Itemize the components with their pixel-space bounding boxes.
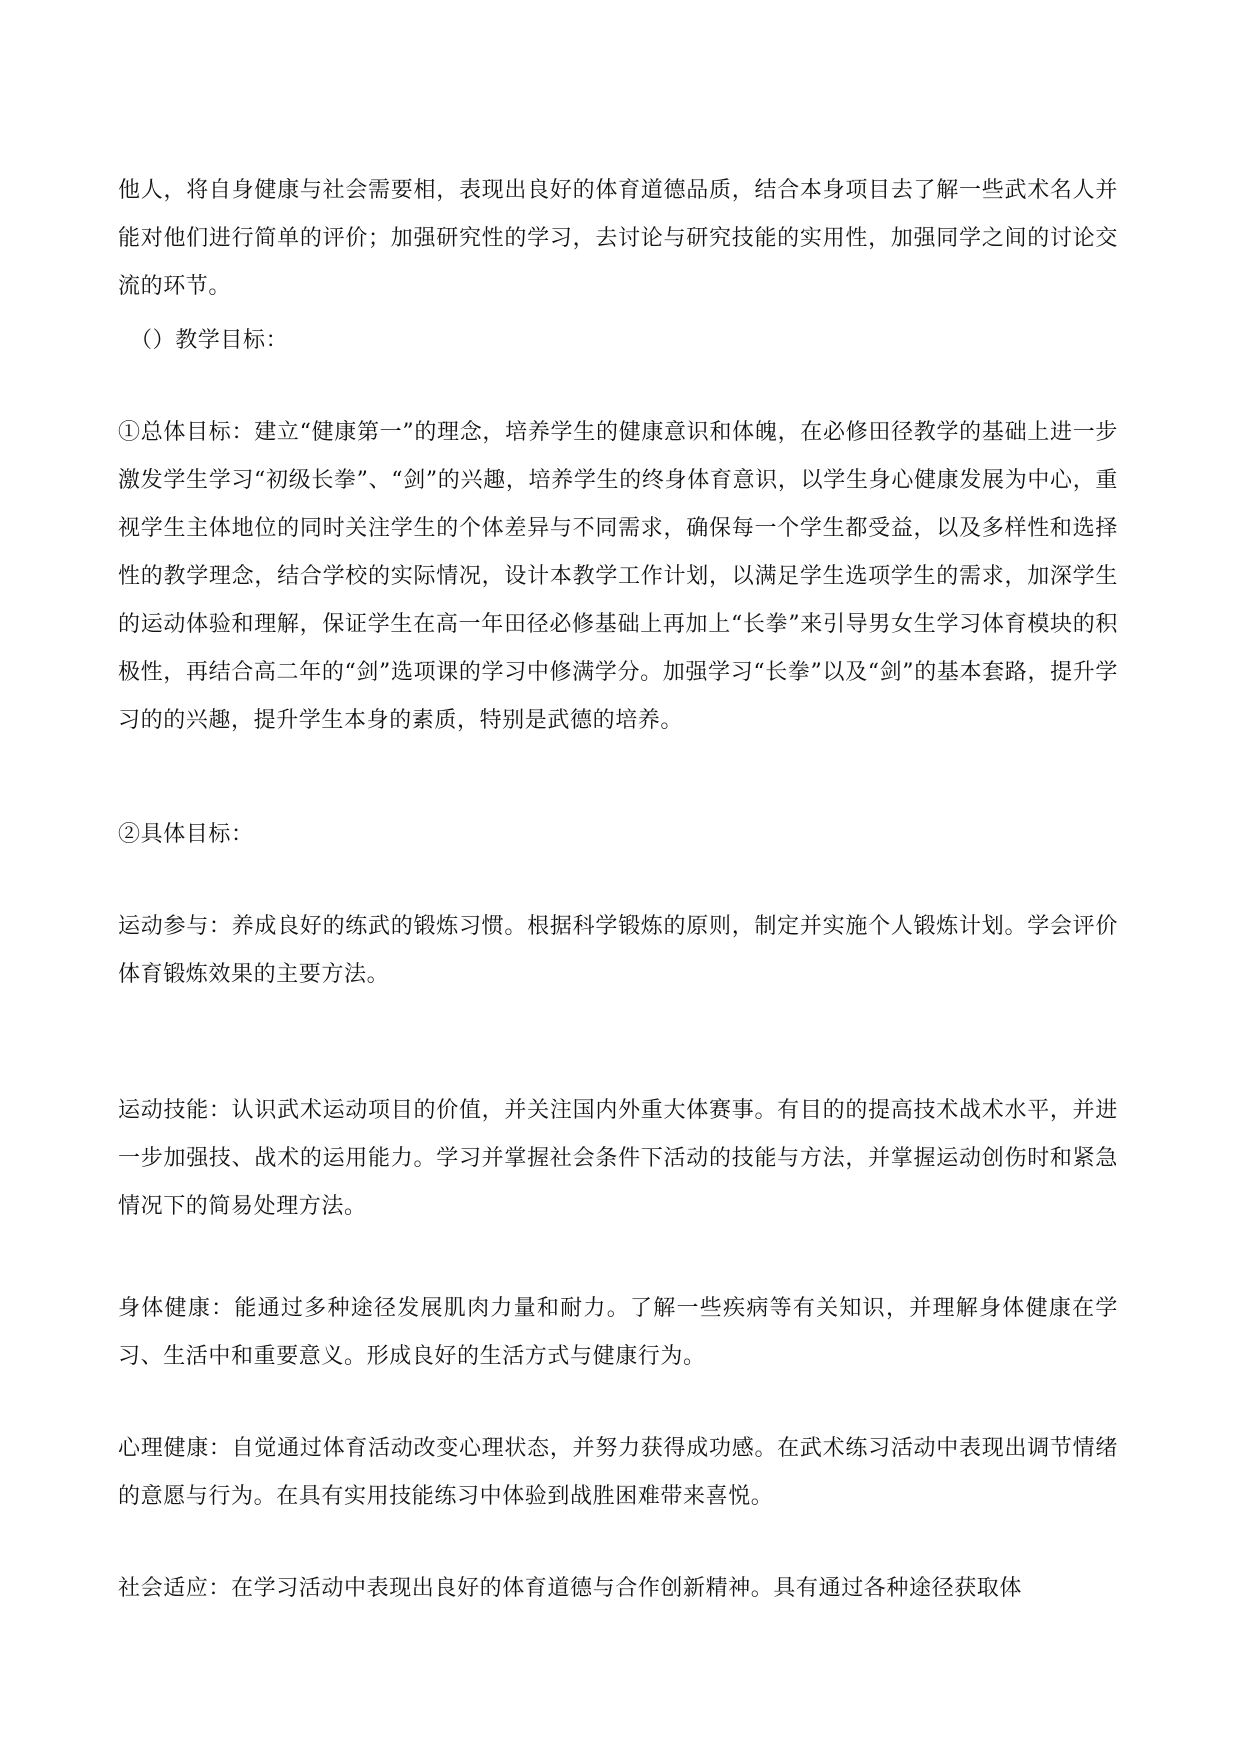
paragraph-intro: 他人，将自身健康与社会需要相，表现出良好的体育道德品质，结合本身项目去了解一些武术名人并能对他们进行简单的评价；加强研究性的学习，去讨论与研究技能的实用性，加强同学之间的讨论交流的环节。 <box>118 178 1118 299</box>
heading-teaching-goals: （）教学目标： <box>130 328 289 353</box>
paragraph-overall-goal: ①总体目标：建立“健康第一”的理念，培养学生的健康意识和体魄，在必修田径教学的基础上进一步激发学生学习“初级长拳”、“剑”的兴趣，培养学生的终身体育意识，以学生身心健康发展为中心，重视学生主体地位的同时关注学生的个体差异与不同需求，确保每一个学生都受益，以及多样性和选择性的教学理念，结合学校的实际情况，设计本教学工作计划，以满足学生选项学生的需求，加深学生的运动体验和理解，保证学生在高一年田径必修基础上再加上“长拳”来引导男女生学习体育模块的积极性，再结合高二年的“剑”选项课的学习中修满学分。加强学习“长拳”以及“剑”的基本套路，提升学习的的兴趣，提升学生本身的素质，特别是武德的培养。 <box>118 420 1118 733</box>
paragraph-sport-skills: 运动技能：认识武术运动项目的价值，并关注国内外重大体赛事。有目的的提高技术战术水平，并进一步加强技、战术的运用能力。学习并掌握社会条件下活动的技能与方法，并掌握运动创伤时和紧急情况下的简易处理方法。 <box>118 1098 1118 1219</box>
heading-specific-goals: ②具体目标： <box>118 822 254 847</box>
paragraph-mental-health: 心理健康：自觉通过体育活动改变心理状态，并努力获得成功感。在武术练习活动中表现出调节情绪的意愿与行为。在具有实用技能练习中体验到战胜困难带来喜悦。 <box>118 1436 1118 1509</box>
paragraph-physical-health: 身体健康：能通过多种途径发展肌肉力量和耐力。了解一些疾病等有关知识，并理解身体健康在学习、生活中和重要意义。形成良好的生活方式与健康行为。 <box>118 1296 1118 1369</box>
paragraph-sport-participation: 运动参与：养成良好的练武的锻炼习惯。根据科学锻炼的原则，制定并实施个人锻炼计划。学会评价体育锻炼效果的主要方法。 <box>118 914 1118 987</box>
paragraph-social-adaptation: 社会适应：在学习活动中表现出良好的体育道德与合作创新精神。具有通过各种途径获取体 <box>118 1576 1023 1601</box>
